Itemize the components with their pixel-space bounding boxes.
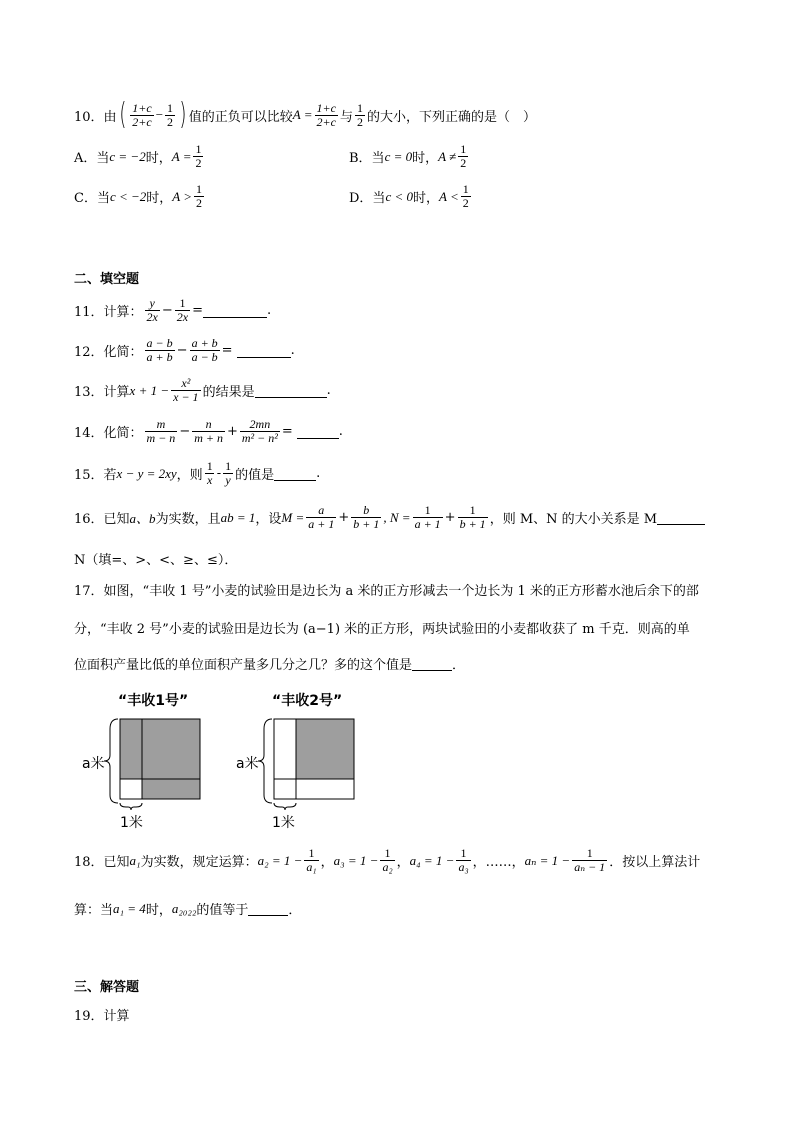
fig2-diagram — [234, 715, 364, 837]
q10-option-b[interactable]: B．当 c = 0 时， A ≠ $\frac{1}{2}$ — [349, 142, 467, 170]
q13: 13．计算 x + 1 − $\frac{\text{x²}}{x - 1}$ 的结果是 . — [74, 376, 331, 404]
q10-number: 10．由 — [74, 109, 117, 125]
q19: 19．计算 — [74, 1009, 130, 1024]
q10-frac1: $\frac{1+c}{2+c}$ — [132, 100, 152, 129]
q10-frac4: $\frac{1}{2}$ — [356, 100, 363, 129]
fig2-side-label: a米 — [236, 756, 259, 772]
q17-line2: 分，“丰收 2 号”小麦的试验田是边长为 (a−1) 米的正方形，两块试验田的小麦都收获了 m 千克．则高的单 — [74, 622, 690, 637]
answer-blank[interactable] — [274, 466, 316, 481]
fig1-diagram — [80, 715, 210, 837]
q16-line2: N（填=、>、<、≥、≤）． — [74, 553, 238, 568]
q10-option-c[interactable]: C．当 c < −2 时， A > $\frac{1}{2}$ — [74, 182, 203, 210]
section-title-fill-blank: 二、填空题 — [74, 272, 140, 287]
q18-line2: 算：当 a₁ = 4 时， a₂₀₂₂ 的值等于 ． — [74, 900, 302, 918]
fig1-side-label: a米 — [82, 756, 105, 772]
q14: 14．化简： $\frac{m}{m - n}$ − $\frac{n}{m + n}$ + $\frac{2mn}{\text{m² − n²}}$ = . — [74, 417, 343, 445]
q17-line1: 17．如图，“丰收 1 号”小麦的试验田是边长为 a 米的正方形减去一个边长为 1 米的正方形蓄水池后余下的部 — [74, 584, 699, 599]
q10-option-d[interactable]: D．当 c < 0 时， A < $\frac{1}{2}$ — [349, 182, 469, 210]
fig2-bottom-label: 1米 — [272, 815, 295, 831]
q17-line3: 位面积产量比低的单位面积产量多几分之几？多的这个值是 ． — [74, 658, 466, 673]
q18-line1: 18．已知 a₁ 为实数，规定运算： a₂ = 1 − $\frac{1}{\text{a₁}}$ ， a₃ = 1 − $\frac{1}{\text{a₂}}$ ， a₄ = 1 − $\frac{1}{\text{a₃}}$ ，……， aₙ = 1 − $\frac{1}{\text{aₙ − 1}}$ ．按以上算法计 — [74, 846, 701, 874]
answer-blank[interactable] — [248, 901, 288, 916]
fig1-bottom-label: 1米 — [120, 815, 143, 831]
q11: 11．计算： $\frac{y}{2x}$ − $\frac{1}{2x}$ = . — [74, 296, 272, 324]
q10-stem: 10．由 ( $\frac{1+c}{2+c}$ − $\frac{1}{2}$ ) 值的正负可以比较 A = $\frac{1+c}{2+c}$ 与 $\frac{1}{2}$ 的大小，下列正确的是（ ） — [74, 97, 536, 132]
right-paren: ) — [179, 97, 187, 132]
q10-frac2: $\frac{1}{2}$ — [167, 100, 174, 129]
q12: 12．化简： $\frac{a - b}{a + b}$ − $\frac{a + b}{a - b}$ = . — [74, 336, 295, 364]
section-title-solve: 三、解答题 — [74, 980, 140, 995]
q15: 15．若 x − y = 2xy ，则 $\frac{1}{x}$ - $\frac{1}{y}$ 的值是 . — [74, 459, 321, 487]
q16-line1: 16．已知 a、b 为实数，且 ab = 1 ，设 M = $\frac{a}{a + 1}$ + $\frac{b}{b + 1}$ , N = $\frac{1}{a + 1}$ + $\frac{1}{b + 1}$ ，则 M、N 的大小关系是 M — [74, 504, 705, 531]
fig1-title: “丰收1号” — [118, 693, 189, 709]
answer-blank[interactable] — [203, 303, 267, 318]
q10-option-a[interactable]: A．当 c = −2 时， A = $\frac{1}{2}$ — [74, 142, 202, 170]
answer-blank[interactable] — [255, 383, 327, 398]
answer-blank[interactable] — [412, 656, 452, 671]
answer-blank[interactable] — [237, 343, 291, 358]
fig2-title: “丰收2号” — [272, 693, 343, 709]
answer-blank[interactable] — [657, 510, 705, 525]
left-paren: ( — [118, 97, 126, 132]
q10-frac3: $\frac{1+c}{2+c}$ — [316, 100, 336, 129]
answer-blank[interactable] — [297, 424, 339, 439]
